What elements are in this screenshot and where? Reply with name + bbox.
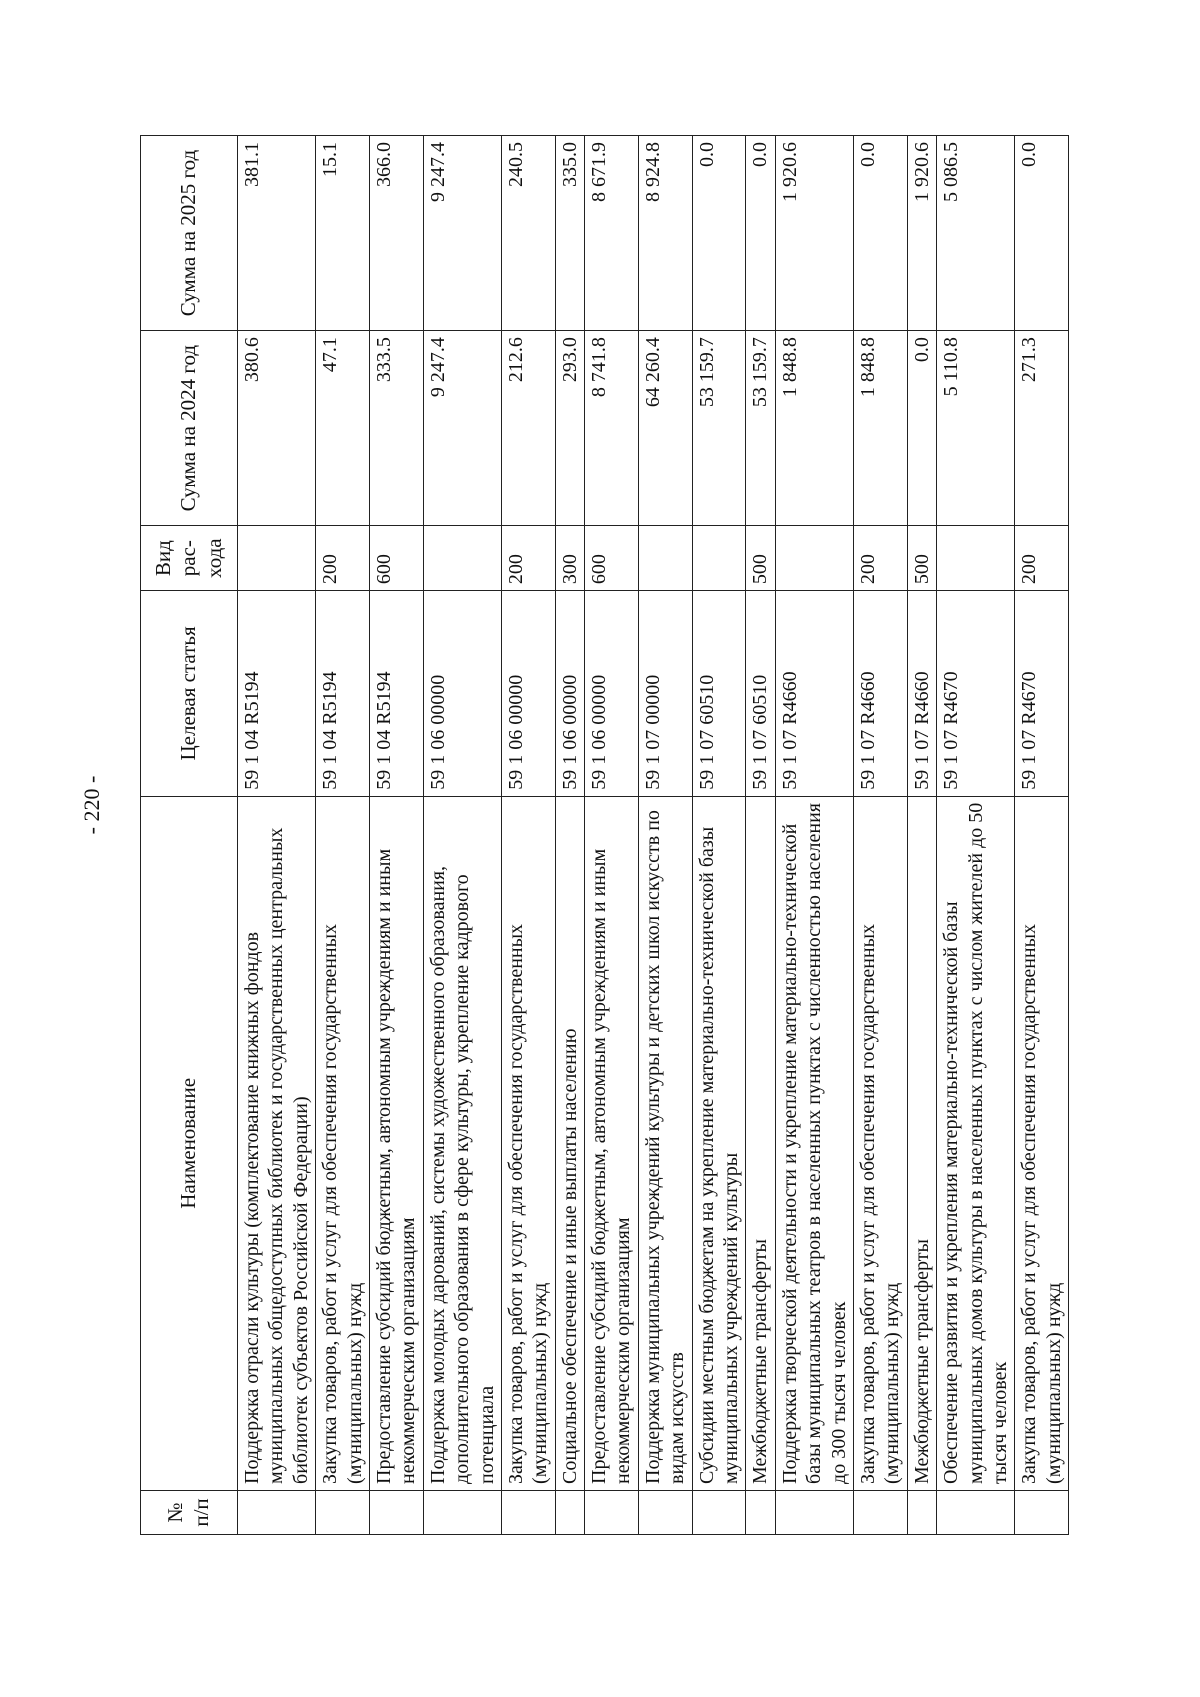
header-code: Целевая статья	[141, 591, 238, 797]
table-row	[937, 136, 1015, 1535]
row-type	[423, 526, 501, 591]
page-number: - 220 -	[79, 775, 104, 835]
row-type	[775, 526, 853, 591]
row-sum-2024: 5 110.8	[937, 331, 1015, 526]
row-num	[501, 1490, 555, 1534]
row-sum-2024: 1 848.8	[775, 331, 853, 526]
row-sum-2025: 1 920.6	[907, 136, 936, 331]
row-sum-2024: 47.1	[316, 331, 370, 526]
header-name: Наименование	[141, 796, 238, 1490]
table-row	[423, 136, 501, 1535]
header-sum-2024: Сумма на 2024 год	[141, 331, 238, 526]
row-num	[937, 1490, 1015, 1534]
row-name: Субсидии местным бюджетам на укрепление материально-технической базы муниципальных учреждений культуры	[692, 796, 746, 1490]
row-code: 59 1 04 R5194	[316, 591, 370, 797]
row-name: Межбюджетные трансферты	[907, 796, 936, 1490]
row-code: 59 1 07 60510	[746, 591, 775, 797]
table-row	[907, 136, 936, 1535]
row-type: 600	[585, 526, 639, 591]
table-row	[585, 136, 639, 1535]
row-name: Поддержка муниципальных учреждений культуры и детских школ искусств по видам искусств	[638, 796, 692, 1490]
table-row	[369, 136, 423, 1535]
row-sum-2024: 293.0	[555, 331, 584, 526]
row-name: Поддержка творческой деятельности и укрепление материально-технической базы муниципальных театров в населенных пунктах с численностью населения до 300 тысяч человек	[775, 796, 853, 1490]
row-code: 59 1 06 00000	[585, 591, 639, 797]
row-sum-2025: 0.0	[746, 136, 775, 331]
row-type	[692, 526, 746, 591]
row-type	[937, 526, 1015, 591]
row-sum-2025: 5 086.5	[937, 136, 1015, 331]
row-type: 200	[316, 526, 370, 591]
rotated-table-container	[140, 135, 1065, 1535]
row-code: 59 1 07 R4670	[937, 591, 1015, 797]
row-num	[853, 1490, 907, 1534]
row-sum-2025: 366.0	[369, 136, 423, 331]
row-name: Закупка товаров, работ и услуг для обеспечения государственных (муниципальных) нужд	[316, 796, 370, 1490]
row-num	[585, 1490, 639, 1534]
row-type	[238, 526, 316, 591]
row-sum-2024: 53 159.7	[746, 331, 775, 526]
row-name: Поддержка молодых дарований, системы художественного образования, дополнительного образования в сфере культуры, укрепление кадрового потенциала	[423, 796, 501, 1490]
row-sum-2024: 271.3	[1015, 331, 1069, 526]
table-row	[853, 136, 907, 1535]
table-row	[746, 136, 775, 1535]
row-code: 59 1 07 R4660	[907, 591, 936, 797]
row-name: Поддержка отрасли культуры (комплектование книжных фондов муниципальных общедоступных библиотек и государственных центральных библиотек субъектов Российской Федерации)	[238, 796, 316, 1490]
row-type: 200	[853, 526, 907, 591]
row-code: 59 1 06 00000	[501, 591, 555, 797]
row-sum-2024: 212.6	[501, 331, 555, 526]
row-code: 59 1 07 00000	[638, 591, 692, 797]
header-num: № п/п	[141, 1490, 238, 1534]
table-row	[638, 136, 692, 1535]
row-code: 59 1 04 R5194	[369, 591, 423, 797]
row-sum-2025: 0.0	[1015, 136, 1069, 331]
row-name: Социальное обеспечение и иные выплаты населению	[555, 796, 584, 1490]
budget-table	[140, 135, 1069, 1535]
table-header-row	[141, 136, 238, 1535]
row-num	[1015, 1490, 1069, 1534]
header-type: Вид рас-хода	[141, 526, 238, 591]
table-row	[316, 136, 370, 1535]
row-type: 600	[369, 526, 423, 591]
row-name: Закупка товаров, работ и услуг для обеспечения государственных (муниципальных) нужд	[853, 796, 907, 1490]
header-sum-2025: Сумма на 2025 год	[141, 136, 238, 331]
row-num	[692, 1490, 746, 1534]
row-sum-2025: 8 671.9	[585, 136, 639, 331]
row-num	[316, 1490, 370, 1534]
row-num	[638, 1490, 692, 1534]
row-name: Закупка товаров, работ и услуг для обеспечения государственных (муниципальных) нужд	[1015, 796, 1069, 1490]
row-code: 59 1 06 00000	[555, 591, 584, 797]
row-sum-2025: 0.0	[853, 136, 907, 331]
row-code: 59 1 07 R4670	[1015, 591, 1069, 797]
row-sum-2025: 15.1	[316, 136, 370, 331]
row-sum-2024: 333.5	[369, 331, 423, 526]
row-code: 59 1 07 R4660	[853, 591, 907, 797]
row-type: 200	[1015, 526, 1069, 591]
row-sum-2024: 1 848.8	[853, 331, 907, 526]
table-row	[555, 136, 584, 1535]
row-type: 500	[907, 526, 936, 591]
row-sum-2025: 0.0	[692, 136, 746, 331]
row-type: 300	[555, 526, 584, 591]
row-sum-2025: 335.0	[555, 136, 584, 331]
row-code: 59 1 07 R4660	[775, 591, 853, 797]
table-row	[692, 136, 746, 1535]
row-sum-2025: 1 920.6	[775, 136, 853, 331]
row-num	[907, 1490, 936, 1534]
row-sum-2024: 64 260.4	[638, 331, 692, 526]
row-sum-2024: 380.6	[238, 331, 316, 526]
row-name: Межбюджетные трансферты	[746, 796, 775, 1490]
table-row	[775, 136, 853, 1535]
row-sum-2024: 53 159.7	[692, 331, 746, 526]
row-sum-2025: 9 247.4	[423, 136, 501, 331]
row-sum-2024: 9 247.4	[423, 331, 501, 526]
table-row	[501, 136, 555, 1535]
row-sum-2025: 381.1	[238, 136, 316, 331]
row-name: Обеспечение развития и укрепления материально-технической базы муниципальных домов культуры в населенных пунктах с числом жителей до 50 тысяч человек	[937, 796, 1015, 1490]
row-name: Предоставление субсидий бюджетным, автономным учреждениям и иным некоммерческим организациям	[585, 796, 639, 1490]
table-row	[238, 136, 316, 1535]
row-num	[775, 1490, 853, 1534]
row-sum-2024: 0.0	[907, 331, 936, 526]
row-sum-2025: 240.5	[501, 136, 555, 331]
row-name: Закупка товаров, работ и услуг для обеспечения государственных (муниципальных) нужд	[501, 796, 555, 1490]
row-code: 59 1 07 60510	[692, 591, 746, 797]
table-row	[1015, 136, 1069, 1535]
row-type	[638, 526, 692, 591]
row-code: 59 1 04 R5194	[238, 591, 316, 797]
row-num	[746, 1490, 775, 1534]
row-name: Предоставление субсидий бюджетным, автономным учреждениям и иным некоммерческим организациям	[369, 796, 423, 1490]
row-num	[369, 1490, 423, 1534]
row-num	[555, 1490, 584, 1534]
row-sum-2025: 8 924.8	[638, 136, 692, 331]
row-type: 200	[501, 526, 555, 591]
row-type: 500	[746, 526, 775, 591]
row-num	[238, 1490, 316, 1534]
row-code: 59 1 06 00000	[423, 591, 501, 797]
row-num	[423, 1490, 501, 1534]
row-sum-2024: 8 741.8	[585, 331, 639, 526]
